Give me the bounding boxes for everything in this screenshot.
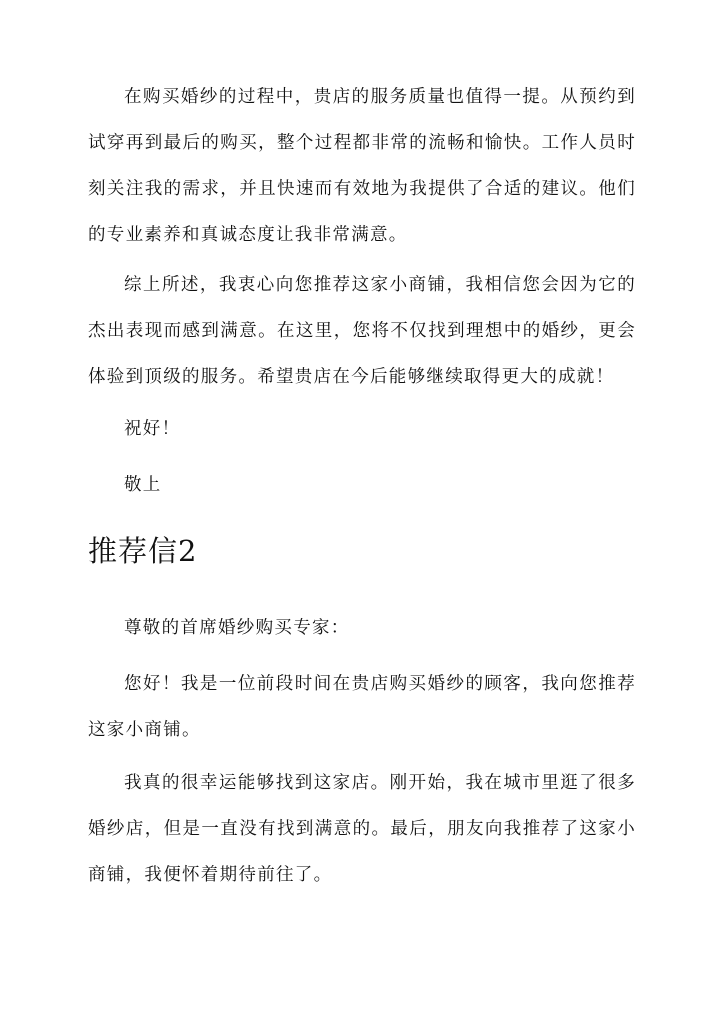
paragraph-story: 我真的很幸运能够找到这家店。刚开始，我在城市里逛了很多婚纱店，但是一直没有找到满意的。最后，朋友向我推荐了这家小商铺，我便怀着期待前往了。 <box>88 773 636 885</box>
letter-salutation: 尊敬的首席婚纱购买专家： <box>124 618 350 638</box>
section-title: 推荐信2 <box>88 534 198 568</box>
closing-signoff: 敬上 <box>124 475 162 495</box>
paragraph-conclusion: 综上所述，我衷心向您推荐这家小商铺，我相信您会因为它的杰出表现而感到满意。在这里，您将不仅找到理想中的婚纱，更会体验到顶级的服务。希望贵店在今后能够继续取得更大的成就！ <box>88 275 636 387</box>
closing-greeting: 祝好！ <box>124 419 181 439</box>
paragraph-introduction: 您好！我是一位前段时间在贵店购买婚纱的顾客，我向您推荐这家小商铺。 <box>88 674 636 740</box>
paragraph-service-quality: 在购买婚纱的过程中，贵店的服务质量也值得一提。从预约到试穿再到最后的购买，整个过程都非常的流畅和愉快。工作人员时刻关注我的需求，并且快速而有效地为我提供了合适的建议。他们的专业素养和真诚态度让我非常满意。 <box>88 87 636 245</box>
